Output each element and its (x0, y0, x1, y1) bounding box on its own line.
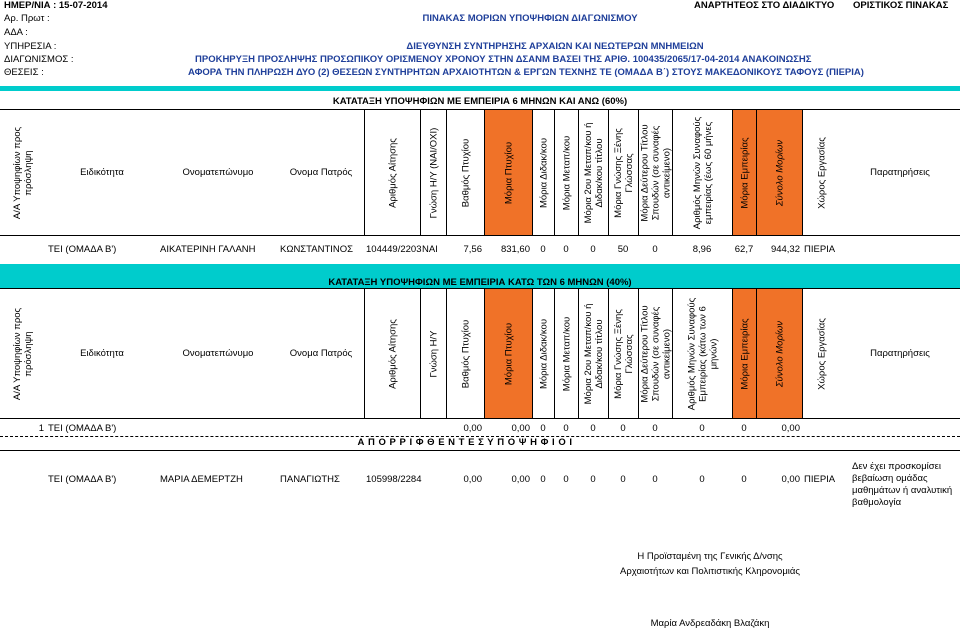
section2-header-row (0, 288, 960, 419)
header-specialty (46, 289, 158, 418)
cell-experience-points: 0 (741, 474, 747, 485)
cell-experience-points: 0 (741, 423, 747, 434)
competition-text: ΠΡΟΚΗΡΥΞΗ ΠΡΟΣΛΗΨΗΣ ΠΡΟΣΩΠΙΚΟΥ ΟΡΙΣΜΕΝΟΥ ΧΡΟΝΟΥ ΣΤΗΝ ΔΣΑΝΜ ΒΑΣΕΙ ΤΗΣ ΑΡΙΘ. 100435/2065/17-04-2014 ΑΝΑΚΟΙΝΩΣΗΣ (195, 54, 812, 65)
header-label-name: Ονοματεπώνυμο (182, 166, 254, 178)
cell-masters-points: 0 (563, 244, 569, 255)
header-degree-grade (446, 110, 484, 235)
header-application (364, 289, 420, 418)
header-label-experience-months: Αριθμός Μηνών Συναφούς εμπειρίας (έως 60 μήνες (691, 116, 714, 229)
cell-workplace: ΠΙΕΡΙΑ (804, 244, 836, 255)
header-label-second-degree-points: Μόρια Δεύτερου Τίτλου Σπουδών (σε συναφές αντικείμενο) (639, 123, 672, 222)
header-degree-points (484, 110, 532, 235)
header-total-points (756, 110, 802, 235)
cell-specialty: ΤΕΙ (ΟΜΑΔΑ Β') (48, 244, 117, 255)
header-label-name: Ονοματεπώνυμο (182, 347, 254, 359)
header-name (158, 110, 278, 235)
header-label-masters-points: Μόρια Μεταπ/κου (561, 316, 572, 391)
cell-application: 105998/2284 (366, 474, 422, 485)
header-workplace (802, 110, 840, 235)
header-label-language-points: Μόρια Γνώσης Ξένης Γλώσσας (612, 127, 635, 218)
header-label-it-knowledge: Γνώση Η/Υ (ΝΑΙ/ΟΧΙ) (428, 127, 439, 218)
header-experience-points (732, 110, 756, 235)
header-name (158, 289, 278, 418)
header-label-application: Αριθμός Αίτησης (387, 318, 398, 389)
header-label-degree-points: Μόρια Πτυχίου (503, 322, 514, 385)
cell-second-masters-points: 0 (590, 423, 596, 434)
cell-degree-points: 831,60 (500, 244, 530, 255)
cell-total-points: 944,32 (770, 244, 800, 255)
header-label-application: Αριθμός Αίτησης (387, 137, 398, 208)
header-aa (0, 289, 46, 418)
header-label-experience-points: Μόρια Εμπειρίας (739, 317, 750, 390)
date-label: ΗΜΕΡ/ΝΙΑ : 15-07-2014 (4, 0, 108, 11)
cell-degree-grade: 0,00 (463, 474, 482, 485)
header-label-specialty: Ειδικότητα (80, 347, 124, 359)
remark-line: Δεν έχει προσκομίσει (852, 461, 941, 472)
header-specialty (46, 110, 158, 235)
section-divider-band (0, 86, 960, 91)
header-language-points (608, 110, 638, 235)
header-label-degree-points: Μόρια Πτυχίου (503, 141, 514, 204)
cell-degree-points: 0,00 (511, 423, 530, 434)
published-note: ΑΝΑΡΤΗΤΕΟΣ ΣΤΟ ΔΙΑΔΙΚΤΥΟ (694, 0, 835, 11)
header-label-father: Ονομα Πατρός (289, 166, 353, 178)
header-label-masters-points: Μόρια Μεταπ/κου (561, 135, 572, 210)
cell-name: ΑΙΚΑΤΕΡΙΝΗ ΓΑΛΑΝΗ (160, 244, 256, 255)
header-label-father: Ονομα Πατρός (289, 347, 353, 359)
cell-second-masters-points: 0 (590, 474, 596, 485)
header-it-knowledge (420, 110, 446, 235)
service-label: ΥΠΗΡΕΣΙΑ : (4, 41, 57, 52)
header-experience-months (672, 289, 732, 418)
header-remarks (840, 289, 960, 418)
header-label-phd-points: Μόρια Διδακ/κου (538, 137, 549, 208)
cell-name: ΜΑΡΙΑ ΔΕΜΕΡΤΖΗ (160, 474, 243, 485)
section1-data-row (0, 244, 960, 260)
cell-total-points: 0,00 (781, 474, 800, 485)
cell-father: ΠΑΝΑΓΙΩΤΗΣ (280, 474, 340, 485)
ada-label: ΑΔΑ : (4, 27, 28, 38)
section1-title: ΚΑΤΑΤΑΞΗ ΥΠΟΨΗΦΙΩΝ ΜΕ ΕΜΠΕΙΡΙΑ 6 ΜΗΝΩΝ ΚΑΙ ΑΝΩ (60%) (332, 96, 628, 107)
protocol-label: Αρ. Πρωτ : (4, 13, 50, 24)
header-label-workplace: Χώρος Εργασίας (816, 317, 827, 390)
rejected-data-row (0, 474, 960, 490)
header-second-masters-points (578, 289, 608, 418)
cell-masters-points: 0 (563, 474, 569, 485)
header-label-language-points: Μόρια Γνώσης Ξένης Γλώσσας (612, 308, 635, 399)
header-experience-points (732, 289, 756, 418)
cell-specialty: ΤΕΙ (ΟΜΑΔΑ Β') (48, 474, 117, 485)
cell-language-points: 0 (620, 474, 626, 485)
header-phd-points (532, 110, 554, 235)
cell-experience-months: 8,96 (692, 244, 712, 255)
header-label-remarks: Παρατηρήσεις (870, 166, 930, 178)
section2-title: ΚΑΤΑΤΑΞΗ ΥΠΟΨΗΦΙΩΝ ΜΕ ΕΜΠΕΙΡΙΑ ΚΑΤΩ ΤΩΝ 6 ΜΗΝΩΝ (40%) (328, 277, 632, 288)
cell-phd-points: 0 (540, 423, 546, 434)
header-degree-grade (446, 289, 484, 418)
header-label-experience-points: Μόρια Εμπειρίας (739, 136, 750, 209)
header-label-specialty: Ειδικότητα (80, 166, 124, 178)
header-father (278, 110, 364, 235)
header-father (278, 289, 364, 418)
signature-name: Μαρία Ανδρεαδάκη Βλαζάκη (650, 618, 770, 629)
cell-experience-points: 62,7 (734, 244, 754, 255)
header-label-second-masters-points: Μόρια 2ου Μεταπ/κου ή Διδακ/κου τίτλου (582, 303, 605, 404)
header-second-degree-points (638, 110, 672, 235)
header-label-degree-grade: Βαθμός Πτυχίου (460, 319, 471, 388)
section1-header-row (0, 109, 960, 236)
cell-second-degree-points: 0 (652, 474, 658, 485)
header-degree-points (484, 289, 532, 418)
cell-aa: 1 (38, 423, 44, 434)
cell-second-degree-points: 0 (652, 244, 658, 255)
cell-degree-grade: 7,56 (463, 244, 482, 255)
header-it-knowledge (420, 289, 446, 418)
header-second-masters-points (578, 110, 608, 235)
cell-specialty: ΤΕΙ (ΟΜΑΔΑ Β') (48, 423, 117, 434)
cell-phd-points: 0 (540, 474, 546, 485)
remark-line: βαθμολογία (852, 497, 902, 508)
cell-experience-months: 0 (699, 474, 705, 485)
header-label-degree-grade: Βαθμός Πτυχίου (460, 138, 471, 207)
header-label-aa: Α/Α Υποψηφίων προς πρόσληψη (12, 307, 34, 400)
cell-workplace: ΠΙΕΡΙΑ (804, 474, 836, 485)
cell-degree-points: 0,00 (511, 474, 530, 485)
cell-second-masters-points: 0 (590, 244, 596, 255)
remark-line: βεβαίωση ομάδας (852, 473, 928, 484)
cell-degree-grade: 0,00 (463, 423, 482, 434)
header-masters-points (554, 110, 578, 235)
header-remarks (840, 110, 960, 235)
header-label-total-points: Σύνολο Μορίων (774, 320, 785, 387)
cell-total-points: 0,00 (781, 423, 800, 434)
header-aa (0, 110, 46, 235)
signature-role-1: Η Προϊσταμένη της Γενικής Δ/νσης (637, 551, 783, 562)
header-masters-points (554, 289, 578, 418)
cell-masters-points: 0 (563, 423, 569, 434)
positions-label: ΘΕΣΕΙΣ : (4, 67, 44, 78)
service-name: ΔΙΕΥΘΥΝΣΗ ΣΥΝΤΗΡΗΣΗΣ ΑΡΧΑΙΩΝ ΚΑΙ ΝΕΩΤΕΡΩΝ ΜΝΗΜΕΙΩΝ (406, 41, 704, 52)
header-total-points (756, 289, 802, 418)
competition-label: ΔΙΑΓΩΝΙΣΜΟΣ : (4, 54, 74, 65)
header-label-workplace: Χώρος Εργασίας (816, 136, 827, 209)
header-label-aa: Α/Α Υποψηφίων προς πρόσληψη (12, 126, 34, 219)
cell-language-points: 0 (620, 423, 626, 434)
final-note: ΟΡΙΣΤΙΚΟΣ ΠΙΝΑΚΑΣ (853, 0, 949, 11)
header-label-phd-points: Μόρια Διδακ/κου (538, 318, 549, 389)
document-title: ΠΙΝΑΚΑΣ ΜΟΡΙΩΝ ΥΠΟΨΗΦΙΩΝ ΔΙΑΓΩΝΙΣΜΟΥ (422, 13, 638, 24)
remark-line: μαθημάτων ή αναλυτική (852, 485, 953, 496)
header-label-remarks: Παρατηρήσεις (870, 347, 930, 359)
header-application (364, 110, 420, 235)
header-workplace (802, 289, 840, 418)
header-label-second-degree-points: Μόρια Δεύτερου Τίτλου Σπουδών (σε συναφές αντικείμενο) (639, 304, 672, 403)
signature-role-2: Αρχαιοτήτων και Πολιτιστικής Κληρονομιάς (620, 566, 800, 577)
header-language-points (608, 289, 638, 418)
cell-it-knowledge: ΝΑΙ (422, 244, 438, 255)
positions-text: ΑΦΟΡΑ ΤΗΝ ΠΛΗΡΩΣΗ ΔΥΟ (2) ΘΕΣΕΩΝ ΣΥΝΤΗΡΗΤΩΝ ΑΡΧΑΙΟΤΗΤΩΝ & ΕΡΓΩΝ ΤΕΧΝΗΣ ΤΕ (ΟΜΑΔΑ Β΄) ΣΤΟΥΣ ΜΑΚΕΔΟΝΙΚΟΥΣ ΤΑΦΟΥΣ (ΠΙΕΡΙΑ) (188, 67, 864, 78)
header-second-degree-points (638, 289, 672, 418)
header-label-experience-months: Αριθμός Μηνών Συναφούς Εμπειρίας (κάτω των 6 μηνών) (686, 297, 719, 410)
cell-second-degree-points: 0 (652, 423, 658, 434)
rejected-title: Α Π Ο Ρ Ρ Ι Φ Θ Ε Ν Τ Ε Σ Υ Π Ο Ψ Η Φ Ι Ο Ι (357, 437, 573, 448)
header-phd-points (532, 289, 554, 418)
cell-experience-months: 0 (699, 423, 705, 434)
header-experience-months (672, 110, 732, 235)
rejected-remark (852, 461, 957, 509)
rejected-divider (0, 450, 960, 451)
cell-phd-points: 0 (540, 244, 546, 255)
section2-data-row (0, 423, 960, 437)
header-label-it-knowledge: Γνώση Η/Υ (428, 329, 439, 378)
cell-language-points: 50 (617, 244, 629, 255)
header-label-total-points: Σύνολο Μορίων (774, 139, 785, 206)
cell-application: 104449/2203 (366, 244, 422, 255)
cell-father: ΚΩΝΣΤΑΝΤΙΝΟΣ (280, 244, 354, 255)
header-label-second-masters-points: Μόρια 2ου Μεταπ/κου ή Διδακ/κου τίτλου (582, 122, 605, 223)
